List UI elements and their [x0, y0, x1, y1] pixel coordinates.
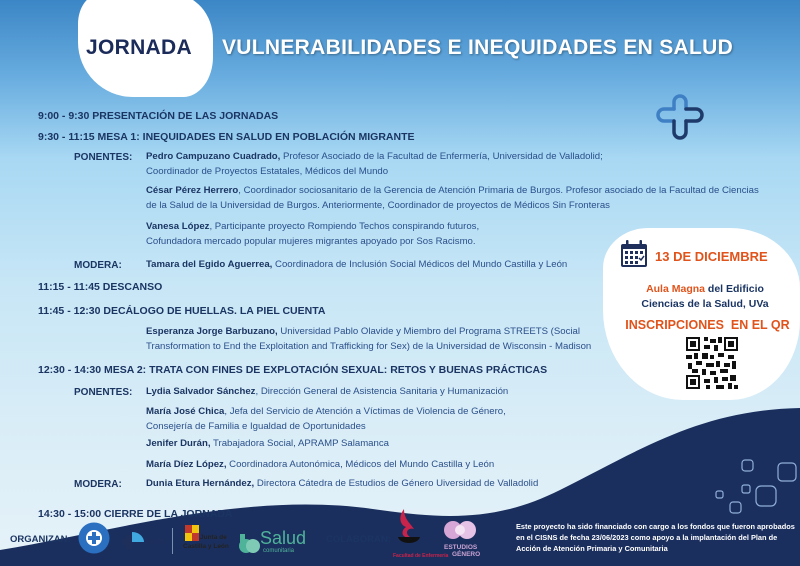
- jornada-badge: JORNADA: [86, 36, 192, 59]
- qr-code[interactable]: [686, 337, 738, 389]
- venue-rest: del Edificio: [705, 283, 764, 295]
- genero-text: GÉNERO: [452, 551, 481, 558]
- speaker-name: María Díez López,: [146, 459, 227, 470]
- speaker-desc: , Jefa del Servicio de Atención a Víctimas de Violencia de Género, Consejería de Familia e Igualdad de Oportunidades: [146, 406, 506, 432]
- junta-text-1: Junta de: [200, 534, 227, 541]
- speaker-name: Pedro Campuzano Cuadrado,: [146, 151, 281, 162]
- event-date: 13 DE DICIEMBRE: [655, 249, 768, 264]
- speaker-entry: [146, 405, 516, 434]
- salud-comunitaria-logo: [238, 532, 260, 554]
- venue-line2: Ciencias de la Salud, UVa: [641, 298, 769, 310]
- medical-cross-icon: [656, 94, 704, 140]
- speaker-name: Esperanza Jorge Barbuzano,: [146, 326, 278, 337]
- moderator-desc: Directora Cátedra de Estudios de Género Uiversidad de Valladolid: [254, 478, 539, 489]
- speaker-name: César Pérez Herrero: [146, 185, 239, 196]
- moderator-name: Tamara del Egido Aguerrea,: [146, 259, 273, 270]
- salud-text: Salud: [260, 528, 307, 548]
- speaker-entry: [146, 437, 621, 452]
- speaker-name: Lydia Salvador Sánchez: [146, 386, 256, 397]
- sacyl-text: Sacyl: [145, 537, 166, 546]
- junta-castilla-leon-shield-icon: [185, 525, 199, 541]
- divider: [172, 528, 173, 554]
- moderator-name: Dunia Etura Hernández,: [146, 478, 255, 489]
- moderator-entry: [146, 258, 606, 273]
- event-venue: [620, 282, 790, 312]
- mesa1-ponentes-label: PONENTES:: [74, 152, 133, 163]
- speaker-desc: , Dirección General de Asistencia Sanitaria y Humanización: [255, 386, 509, 397]
- sacyl-logo: [122, 532, 144, 552]
- facultad-enfermeria-text: Facultad de Enfermería: [393, 553, 449, 559]
- organizan-label: ORGANIZAN:: [10, 534, 71, 545]
- slot-cierre: 14:30 - 15:00 CIERRE DE LA JORNADA: [38, 508, 233, 520]
- comunitaria-text: comunitaria: [263, 548, 295, 554]
- moderator-desc: Coordinadora de Inclusión Social Médicos del Mundo Castilla y León: [272, 259, 568, 270]
- speaker-entry: [146, 150, 621, 179]
- speaker-entry: [146, 184, 771, 213]
- speaker-desc: , Coordinador sociosanitario de la Gerencia de Atención Primaria de Burgos. Profesor asociado de la Facultad de Ciencias de la Salud de la Universidad de Burgos. Anteriormente, Coordinador de proyectos de Médicos Sin Fronteras: [146, 185, 759, 211]
- speaker-desc: Coordinadora Autonómica, Médicos del Mundo Castilla y León: [226, 459, 495, 470]
- facultad-enfermeria-logo: [394, 507, 424, 551]
- mesa2-modera-label: MODERA:: [74, 479, 122, 490]
- mesa2-ponentes-label: PONENTES:: [74, 387, 133, 398]
- funding-note: Este proyecto ha sido financiado con cargo a los fondos que fueron aprobados en el CISNS de fecha 23/06/2023 como apoyo a la implantación del Plan de Acción de Atención Primaria y Comunitaria: [516, 522, 795, 553]
- speaker-desc: Trabajadora Social, APRAMP Salamanca: [210, 438, 389, 449]
- calendar-icon: [620, 240, 648, 268]
- slot-mesa1: 9:30 - 11:15 MESA 1: INEQUIDADES EN SALUD EN POBLACIÓN MIGRANTE: [38, 131, 415, 143]
- speaker-entry: [146, 385, 621, 400]
- registration-label: INSCRIPCIONES EN EL QR: [625, 318, 790, 332]
- speaker-desc: Profesor Asociado de la Facultad de Enfermería, Universidad de Valladolid; Coordinador de Proyectos Estatales, Médicos del Mundo: [146, 151, 603, 177]
- slot-descanso: 11:15 - 11:45 DESCANSO: [38, 281, 163, 293]
- page-title: VULNERABILIDADES E INEQUIDADES EN SALUD: [222, 36, 734, 59]
- venue-accent: Aula Magna: [646, 283, 705, 295]
- speaker-entry: [146, 325, 616, 354]
- slot-presentacion: 9:00 - 9:30 PRESENTACIÓN DE LAS JORNADAS: [38, 110, 279, 122]
- speaker-entry: [146, 458, 621, 473]
- medicos-del-mundo-logo: [78, 522, 110, 554]
- speaker-entry: [146, 220, 516, 249]
- speaker-name: Jenifer Durán,: [146, 438, 211, 449]
- slot-decalogo: 11:45 - 12:30 DECÁLOGO DE HUELLAS. LA PIEL CUENTA: [38, 305, 326, 317]
- estudios-text: ESTUDIOS: [444, 544, 478, 551]
- speaker-desc: , Participante proyecto Rompiendo Techos conspirando futuros, Cofundadora mercado popular mujeres migrantes apoyado por Sos Racismo.: [146, 221, 480, 247]
- speaker-name: María José Chica: [146, 406, 225, 417]
- mesa1-modera-label: MODERA:: [74, 260, 122, 271]
- slot-mesa2: 12:30 - 14:30 MESA 2: TRATA CON FINES DE EXPLOTACIÓN SEXUAL: RETOS Y BUENAS PRÁCTICAS: [38, 364, 548, 376]
- junta-text-2: Castilla y León: [183, 543, 229, 550]
- speaker-desc: Universidad Pablo Olavide y Miembro del Programa STREETS (Social Transformation to End the Exploitation and Trafficking for Sex) de la Universidad de Wisconsin - Madison: [146, 326, 592, 352]
- speaker-name: Vanesa López: [146, 221, 210, 232]
- colaboran-label: COLABORAN:: [326, 534, 391, 545]
- moderator-entry: [146, 477, 621, 492]
- estudios-genero-logo: [443, 520, 477, 540]
